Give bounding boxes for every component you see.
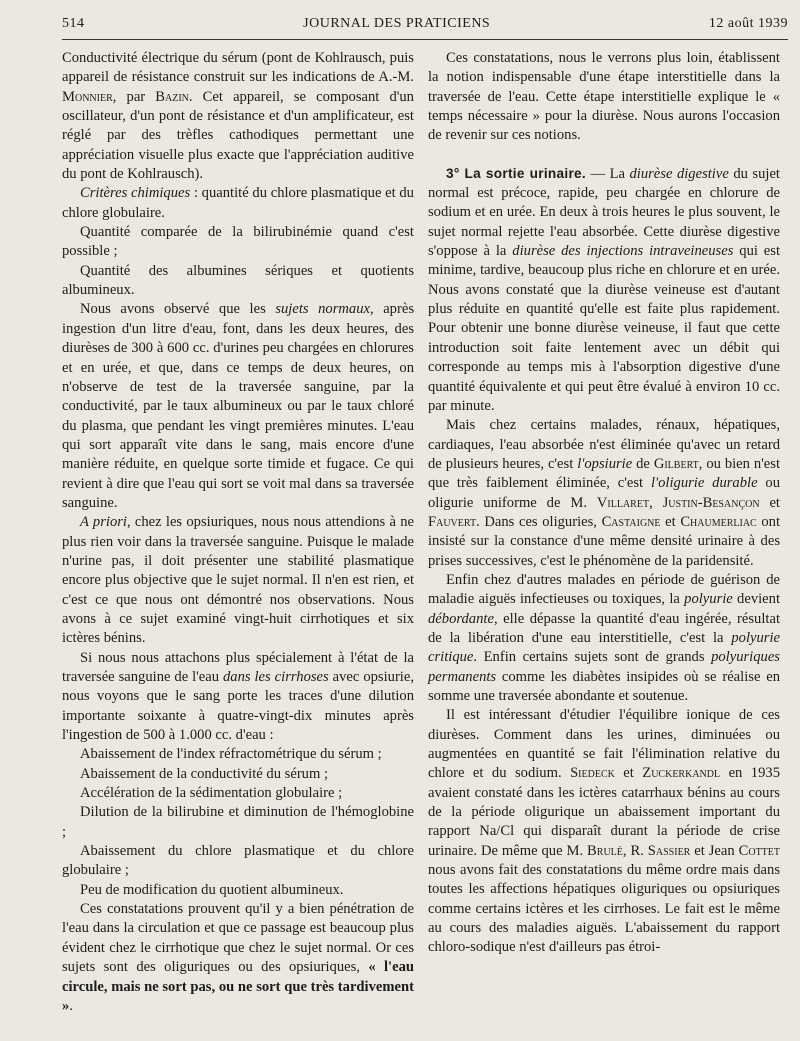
emphasis: polyurie critique — [428, 629, 780, 666]
emphasis: sujets normaux — [275, 301, 370, 318]
author-name: Fauvert — [428, 513, 477, 530]
journal-title: JOURNAL DES PRATICIENS — [303, 16, 491, 31]
emphasis: diurèse digestive — [629, 165, 729, 182]
text-run: — La — [586, 165, 630, 182]
paragraph-normal-subjects — [62, 300, 414, 513]
text-run: de — [632, 455, 654, 472]
text-run: du sujet normal est précoce, rapide, peu chargée en chlorure de sodium et en urée. En deux à trois heures le plus souvent, le sujet normal rejette l'eau absorbée. Cette diurèse digestive s'oppose à la — [428, 165, 780, 260]
list-item-bilirubin-dilution: Dilution de la bilirubine et diminution de l'hémoglobine ; — [62, 804, 414, 840]
text-run: et — [759, 494, 780, 511]
author-name: Siedeck — [570, 765, 615, 782]
text-run: , par — [112, 88, 156, 105]
text-run: Ces constatations prouvent qu'il y a bien pénétration de l'eau dans la circulation et que ce passage est beaucoup plus évident chez le cirrhotique que chez le sujet normal. Or ces sujets sont des oliguriques ou des opsiuriques, — [62, 901, 414, 976]
author-name: Brulé — [587, 842, 623, 859]
author-name: Gilbert — [653, 455, 699, 472]
list-item-sedimentation: Accélération de la sédimentation globulaire ; — [80, 785, 343, 802]
author-name: Justin-Besançon — [662, 494, 760, 511]
bold-quote: « l'eau circule, mais ne sort pas, ou ne sort que très tardivement » — [62, 959, 414, 1014]
text-run: ou oligurie uniforme de M. — [428, 475, 780, 511]
header-rule — [62, 39, 788, 40]
text-run: en 1935 avaient constaté dans les ictères catarrhaux bénins au cours de la période oligurique un abaissement important du rapport Na/Cl qui disparaît durant la période de crise urinaire. De même que M. — [428, 765, 780, 859]
text-run: , elle dépasse la quantité d'eau ingérée, résultat de la libération d'une eau interstitielle, c'est la — [428, 610, 780, 646]
text-run: et — [614, 765, 643, 782]
emphasis: polyuriques permanents — [428, 649, 780, 685]
text-run: comme les diabètes insipides où se réalise en somme une traversée abondante et soutenue. — [428, 668, 780, 704]
text-run: Mais chez certains malades, rénaux, hépatiques, cardiaques, l'eau absorbée n'est éliminée qu'avec un retard de plusieurs heures, c'est — [428, 417, 780, 472]
text-run: , chez les opsiuriques, nous nous attendions à ne plus rien voir dans la traversée sanguine. Puisque le malade n'urine pas, il doit présenter une stabilité plasmatique encore plus objective que le sujet normal. Il n'en est rien, et c'est ce que nous ont démontré nos observations. Nous avons à ce sujet examiné vingt-huit cirrhotiques et six ictères bénins. — [62, 514, 414, 647]
text-run: et Jean — [690, 842, 739, 859]
text-run: . Cet appareil, se composant d'un oscillateur, d'un pont de résistance et d'un amplificateur, est réglé par des trèfles cathodiques permettant une appréciation visuelle plus exacte que l'appréciation auditive du pont de Kohlrausch). — [62, 88, 414, 183]
emphasis: dans les cirrhoses — [223, 669, 329, 685]
paragraph-conductivity — [62, 49, 414, 184]
right-column — [428, 49, 780, 958]
criteria-label: Critères chimiques — [80, 185, 191, 202]
text-run: qui est minime, tardive, beaucoup plus riche en chlorure et en urée. Nous avons constaté que la diurèse veineuse est d'autant plus réduite en quantité qu'elle est faite plus rapidement. Pour obtenir une bonne diurèse veineuse, il faut que cette introduction soit faite lentement avec un débit qui corresponde au temps mis à l'absorption digestive d'une quantité équivalente et qui peut être évalué à environ 10 cc. par minute. — [428, 243, 781, 414]
text-run: . — [69, 997, 73, 1014]
section-heading: 3° La sortie urinaire. — [446, 165, 586, 181]
text-run: . Dans ces oliguries, — [476, 513, 602, 530]
list-item-chlorine: Abaissement du chlore plasmatique et du chlore globulaire ; — [62, 843, 414, 879]
emphasis: l'oligurie durable — [650, 475, 758, 492]
list-item-refractometric: Abaissement de l'index réfractométrique du sérum ; — [80, 746, 382, 763]
author-name: Monnier — [62, 88, 113, 105]
text-run: , — [649, 494, 663, 511]
emphasis: A priori — [80, 514, 127, 531]
text-run: . Enfin certains sujets sont de grands — [473, 649, 712, 666]
paragraph-a-priori — [62, 513, 414, 648]
author-name: Bazin — [155, 88, 189, 105]
paragraph-ionic-balance — [428, 706, 780, 957]
text-run: nous avons fait des constatations du même ordre mais dans toutes les affections hépatiques oliguriques ou opsiuriques comme certains ictères et les cirrhoses. Le fait est le même au cours des maladies aiguës. L'abaissement du rapport chloro-sodique n'est d'ailleurs pas étroi- — [428, 862, 780, 956]
text-run: devient — [732, 591, 780, 608]
paragraph-cirrhoses — [62, 649, 414, 746]
paragraph-albumin: Quantité des albumines sériques et quotients albumineux. — [62, 262, 414, 299]
author-name: Sassier — [647, 842, 691, 859]
author-name: Villaret — [596, 494, 650, 511]
list-item-albumin-quotient: Peu de modification du quotient albumineux. — [80, 881, 344, 898]
text-run: et — [660, 513, 681, 530]
author-name: Zuckerkandl — [642, 765, 721, 782]
list-item-conductivity: Abaissement de la conductivité du sérum ; — [80, 765, 329, 782]
page-number: 514 — [62, 16, 85, 31]
text-run: , après ingestion d'un litre d'eau, font, dans les deux heures, des diurèses de 300 à 600 cc. d'urines peu chargées en chlorures et en urée, et que, dans ce temps de deux heures, on n'observe de test de la traversée sanguine, par la conductivité, par le taux albumineux ou par le taux chloré du plasma, que pendant les vingt premières minutes. L'eau qui sort apparaît vite dans le sang, mais encore d'une manière réduite, en quelque sorte timide et fugace. Ce qui revient à dire que l'eau qui sort se voit mal dans sa traversée sanguine. — [62, 301, 414, 511]
paragraph-opsiuria — [428, 416, 780, 571]
author-name: Chaumerliac — [680, 513, 757, 530]
author-name: Castaigne — [601, 513, 661, 530]
text-run: Conductivité électrique du sérum (pont de Kohlrausch, puis appareil de résistance construit sur les indications de A.-M. — [62, 50, 414, 86]
emphasis: l'opsiurie — [577, 455, 633, 472]
author-name: Cottet — [738, 842, 780, 859]
text-run: avec opsiurie, nous voyons que le sang porte les traces d'une dilution importante soixante à quatre-vingt-dix minutes après l'ingestion de 500 à 1.000 cc. d'eau : — [62, 669, 414, 744]
text-run: , R. — [622, 842, 648, 859]
paragraph-conclusion — [62, 900, 414, 1016]
left-column — [62, 49, 414, 1016]
section-gap — [428, 146, 780, 164]
paragraph-chemical-criteria — [62, 184, 414, 223]
emphasis: débordante — [428, 610, 494, 627]
text-run: Il est intéressant d'étudier l'équilibre ionique de ces diurèses. Comment dans les urines, diminuées ou augmentées en quantité se fait l'élimination relative du chlore et du sodium. — [428, 707, 780, 782]
text-run: Nous avons observé que les — [80, 301, 276, 318]
text-run: Si nous nous attachons plus spécialement à l'état de la traversée sanguine de l'eau — [62, 649, 414, 685]
text-run: Enfin chez d'autres malades en période de guérison de maladie aiguës infectieuses ou toxiques, la — [428, 571, 780, 608]
running-header — [62, 16, 788, 38]
text-run: ont insisté sur la constance d'une même densité urinaire à des prises successives, c'est le phénomène de la paridensité. — [428, 513, 780, 569]
paragraph-interstitial: Ces constatations, nous le verrons plus loin, établissent la notion indispensable d'une étape interstitielle dans la traversée de l'eau. Cette étape interstitielle explique le « temps nécessaire » pour la diurèse. Nous aurons l'occasion de revenir sur ces notions. — [428, 50, 780, 144]
emphasis: polyurie — [684, 591, 733, 608]
paragraph-bilirubin: Quantité comparée de la bilirubinémie quand c'est possible ; — [62, 224, 414, 260]
paragraph-polyuria — [428, 571, 780, 706]
paragraph-urinary-output — [428, 164, 780, 416]
emphasis: diurèse des injections intraveineuses — [512, 243, 734, 260]
issue-date: 12 août 1939 — [708, 16, 788, 31]
text-run: , ou bien n'est que très faiblement éliminée, c'est — [428, 455, 780, 492]
text-run: : quantité du chlore plasmatique et du chlore globulaire. — [62, 185, 414, 221]
